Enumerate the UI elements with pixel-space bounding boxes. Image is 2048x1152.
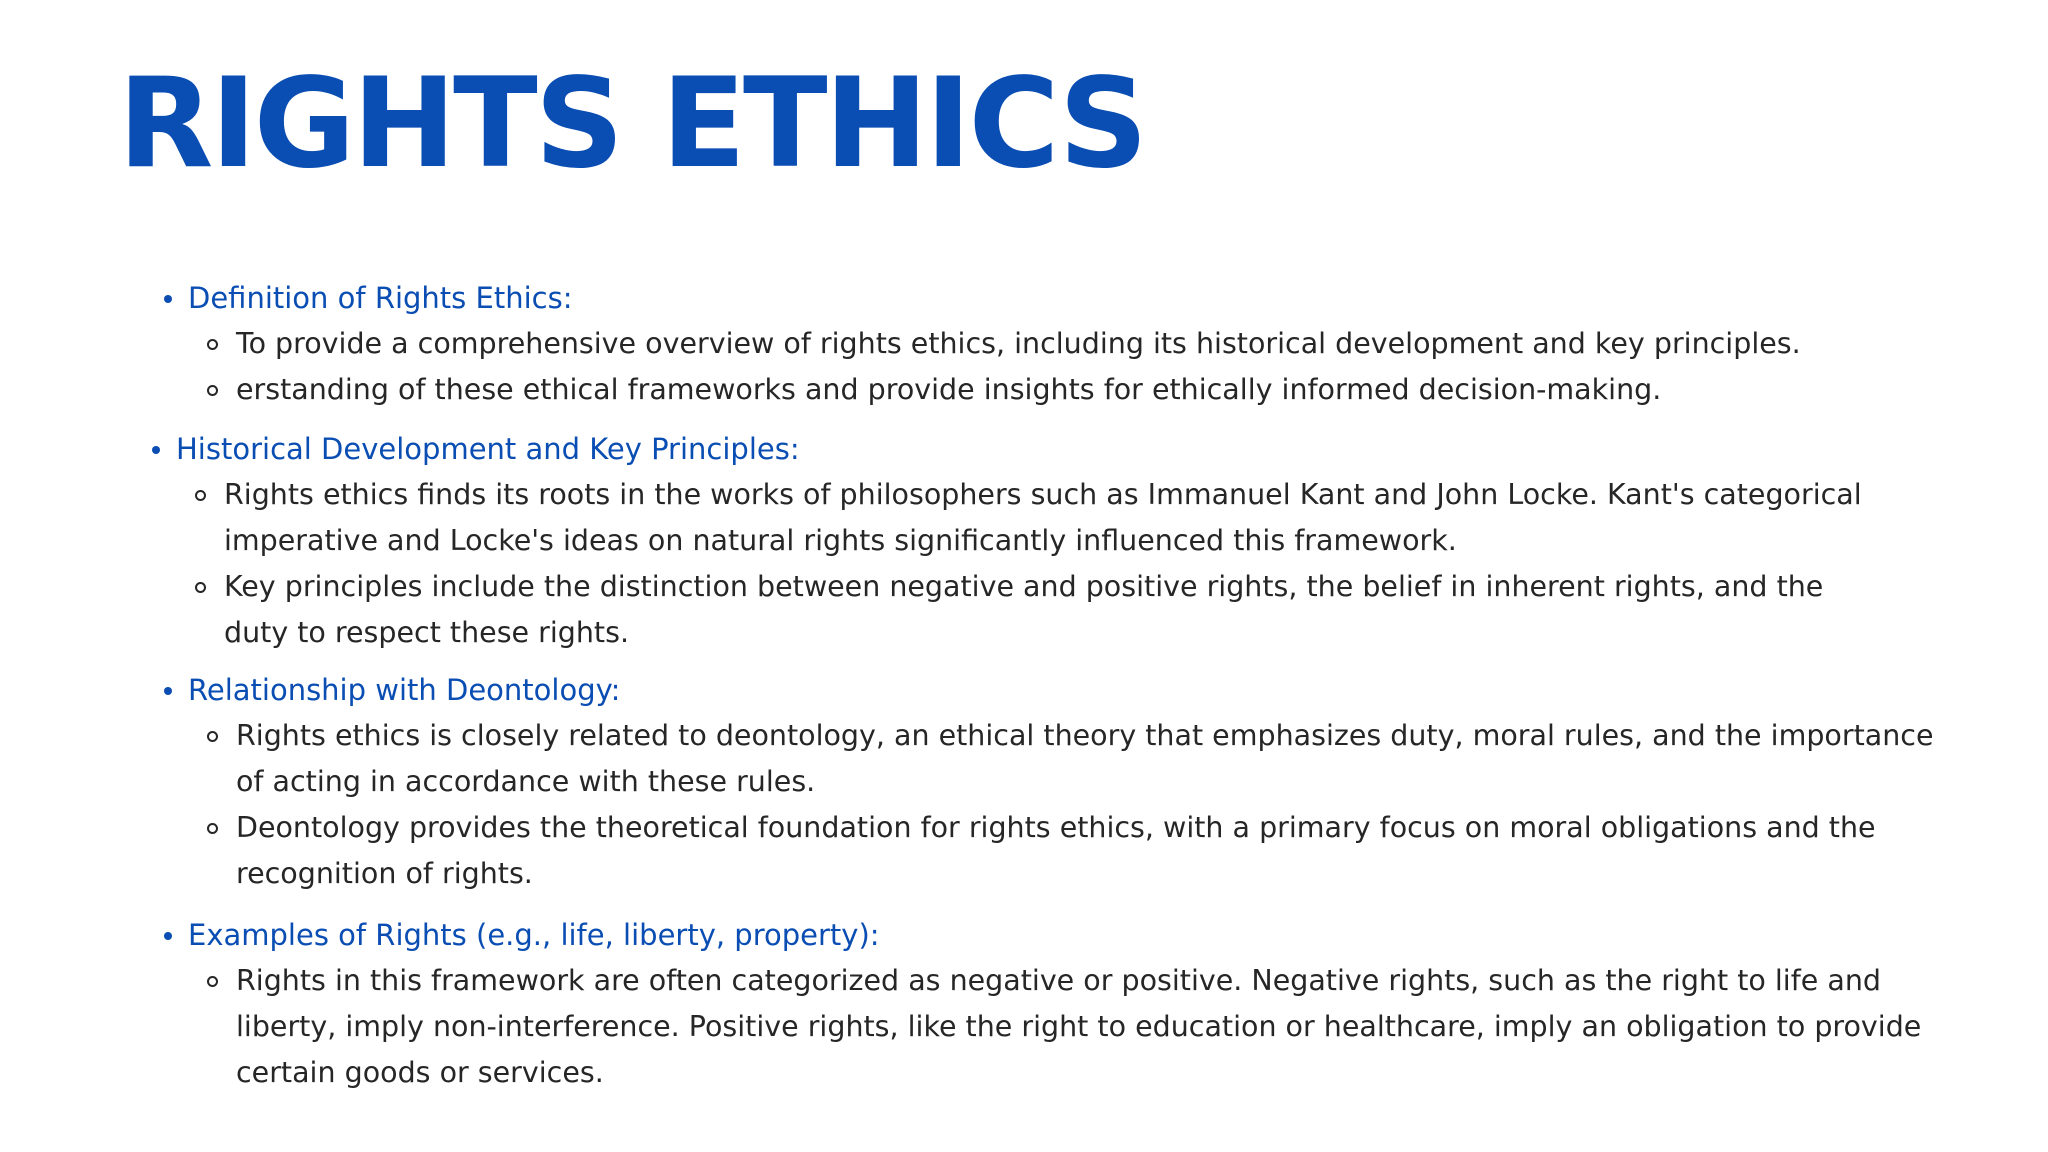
list-item-text: Rights ethics is closely related to deontology, an ethical theory that emphasizes duty, moral rules, and the importance of acting in accordance with these rules. [236,719,1934,798]
bullet-circle-icon [207,976,218,987]
bullet-dot-icon [164,295,172,303]
bullet-circle-icon [207,339,218,350]
bullet-dot-icon [164,687,172,695]
list-item-text: To provide a comprehensive overview of rights ethics, including its historical development and key principles. [236,327,1801,360]
list-item [162,805,1952,897]
bullet-dot-icon [152,446,160,454]
list-item-text: Rights ethics finds its roots in the works of philosophers such as Immanuel Kant and John Locke. Kant's categorical imperative and Locke's ideas on natural rights significantly influenced this framework. [224,478,1862,557]
bullet-circle-icon [195,490,206,501]
section-heading [162,275,1862,321]
list-item-text: Rights in this framework are often categorized as negative or positive. Negative rights, such as the right to life and liberty, imply non-interference. Positive rights, like the right to education or healthcare, imply an obligation to provide certain goods or services. [236,964,1922,1089]
bullet-circle-icon [207,823,218,834]
bullet-circle-icon [207,731,218,742]
list-item [162,321,1862,367]
section-relationship-deontology [162,667,1952,897]
list-item-text: erstanding of these ethical frameworks and provide insights for ethically informed decision-making. [236,373,1662,406]
section-heading-text: Historical Development and Key Principles: [176,432,800,466]
section-item-list [150,472,1880,656]
section-item-list [162,713,1952,897]
list-item [162,367,1862,413]
section-heading-text: Examples of Rights (e.g., life, liberty, property): [188,918,880,952]
section-historical-development [150,426,1880,656]
section-item-list [162,321,1862,413]
list-item-text: Deontology provides the theoretical foundation for rights ethics, with a primary focus on moral obligations and the recognition of rights. [236,811,1876,890]
section-heading-text: Definition of Rights Ethics: [188,281,573,315]
section-examples-of-rights [162,912,1922,1096]
bullet-circle-icon [207,385,218,396]
bullet-circle-icon [195,582,206,593]
section-heading-text: Relationship with Deontology: [188,673,621,707]
section-heading [150,426,1880,472]
section-definition [162,275,1862,413]
list-item [162,958,1922,1096]
section-heading [162,912,1922,958]
list-item [150,564,1880,656]
section-item-list [162,958,1922,1096]
list-item-text: Key principles include the distinction between negative and positive rights, the belief in inherent rights, and the duty to respect these rights. [224,570,1824,649]
bullet-dot-icon [164,932,172,940]
section-heading [162,667,1952,713]
list-item [150,472,1880,564]
list-item [162,713,1952,805]
page-title: RIGHTS ETHICS [118,52,1146,196]
